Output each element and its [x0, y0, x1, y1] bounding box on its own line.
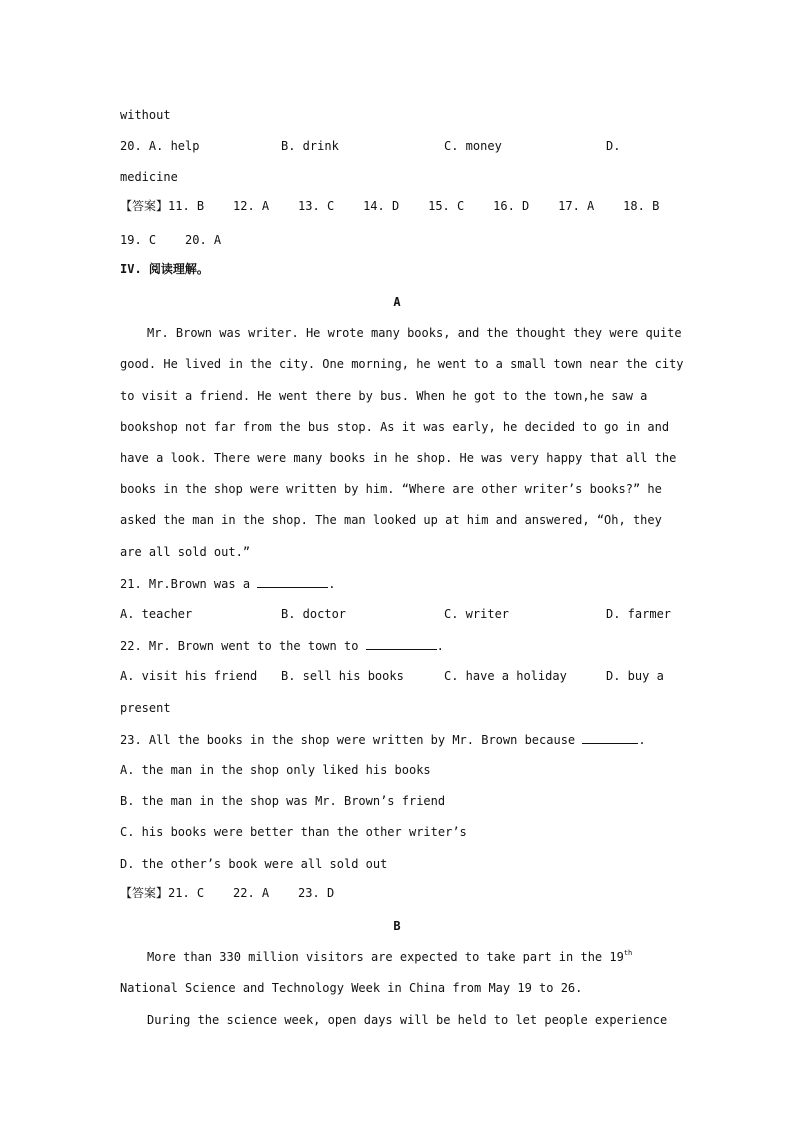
q23-stem-end: . [638, 733, 646, 747]
answer-key-11-20 [120, 198, 659, 214]
q20-option-b: B. drink [281, 139, 339, 153]
answer-label: 【答案】 [120, 199, 169, 213]
q20-option-c: C. money [444, 139, 502, 153]
q21-stem-end: . [328, 577, 336, 591]
question-22-stem [120, 637, 444, 653]
q22-option-a: A. visit his friend [120, 669, 258, 683]
answer-blank [366, 637, 437, 650]
passage-b-label: B [393, 919, 401, 933]
question-23-stem [120, 731, 646, 747]
passage-b-line: National Science and Technology Week in China from May 19 to 26. [120, 981, 583, 995]
answer-values: 21. C 22. A 23. D [168, 886, 335, 900]
q22-stem-end: . [436, 639, 444, 653]
answer-blank [582, 731, 638, 744]
section-heading-reading: IV. 阅读理解。 [120, 262, 209, 276]
q20-option-d-wrap: medicine [120, 170, 178, 184]
q21-stem-text: 21. Mr.Brown was a [120, 577, 258, 591]
answer-key-21-23 [120, 885, 334, 901]
passage-b-line [147, 949, 632, 965]
answer-blank [257, 575, 328, 588]
passage-a-line: bookshop not far from the bus stop. As it was early, he decided to go in and [120, 420, 670, 434]
passage-a-line: to visit a friend. He went there by bus. When he got to the town,he saw a [120, 389, 648, 403]
q22-option-d: D. buy a [606, 669, 664, 683]
q22-option-b: B. sell his books [281, 669, 404, 683]
passage-b-line1-text: More than 330 million visitors are expected to take part in the 19 [147, 950, 624, 964]
q21-option-b: B. doctor [281, 607, 347, 621]
passage-a-line: books in the shop were written by him. “Where are other writer’s books?” he [120, 482, 662, 496]
q22-option-c: C. have a holiday [444, 669, 567, 683]
q21-option-d: D. farmer [606, 607, 672, 621]
answer-key-19-20: 19. C 20. A [120, 233, 222, 247]
q22-stem-text: 22. Mr. Brown went to the town to [120, 639, 366, 653]
q20-option-a: 20. A. help [120, 139, 200, 153]
q23-option-b: B. the man in the shop was Mr. Brown’s friend [120, 794, 446, 808]
q21-option-c: C. writer [444, 607, 510, 621]
passage-b-line: During the science week, open days will be held to let people experience [147, 1013, 668, 1027]
answer-values: 11. B 12. A 13. C 14. D 15. C 16. D 17. A 18. B [168, 199, 660, 213]
question-21-stem [120, 575, 336, 591]
passage-a-line: asked the man in the shop. The man looked up at him and answered, “Oh, they [120, 513, 662, 527]
option-tail-without: without [120, 108, 171, 122]
passage-a-line: have a look. There were many books in he shop. He was very happy that all the [120, 451, 677, 465]
q23-option-d: D. the other’s book were all sold out [120, 857, 388, 871]
q21-option-a: A. teacher [120, 607, 193, 621]
passage-a-label: A [393, 295, 401, 309]
q23-option-c: C. his books were better than the other writer’s [120, 825, 467, 839]
answer-label: 【答案】 [120, 886, 169, 900]
q22-option-d-wrap: present [120, 701, 171, 715]
passage-a-line: are all sold out.” [120, 545, 251, 559]
q20-option-d: D. [606, 139, 621, 153]
q23-stem-text: 23. All the books in the shop were written by Mr. Brown because [120, 733, 583, 747]
q23-option-a: A. the man in the shop only liked his books [120, 763, 431, 777]
passage-a-line: good. He lived in the city. One morning, he went to a small town near the city [120, 357, 684, 371]
passage-a-line: Mr. Brown was writer. He wrote many books, and the thought they were quite [147, 326, 682, 340]
ordinal-superscript: th [623, 949, 633, 957]
